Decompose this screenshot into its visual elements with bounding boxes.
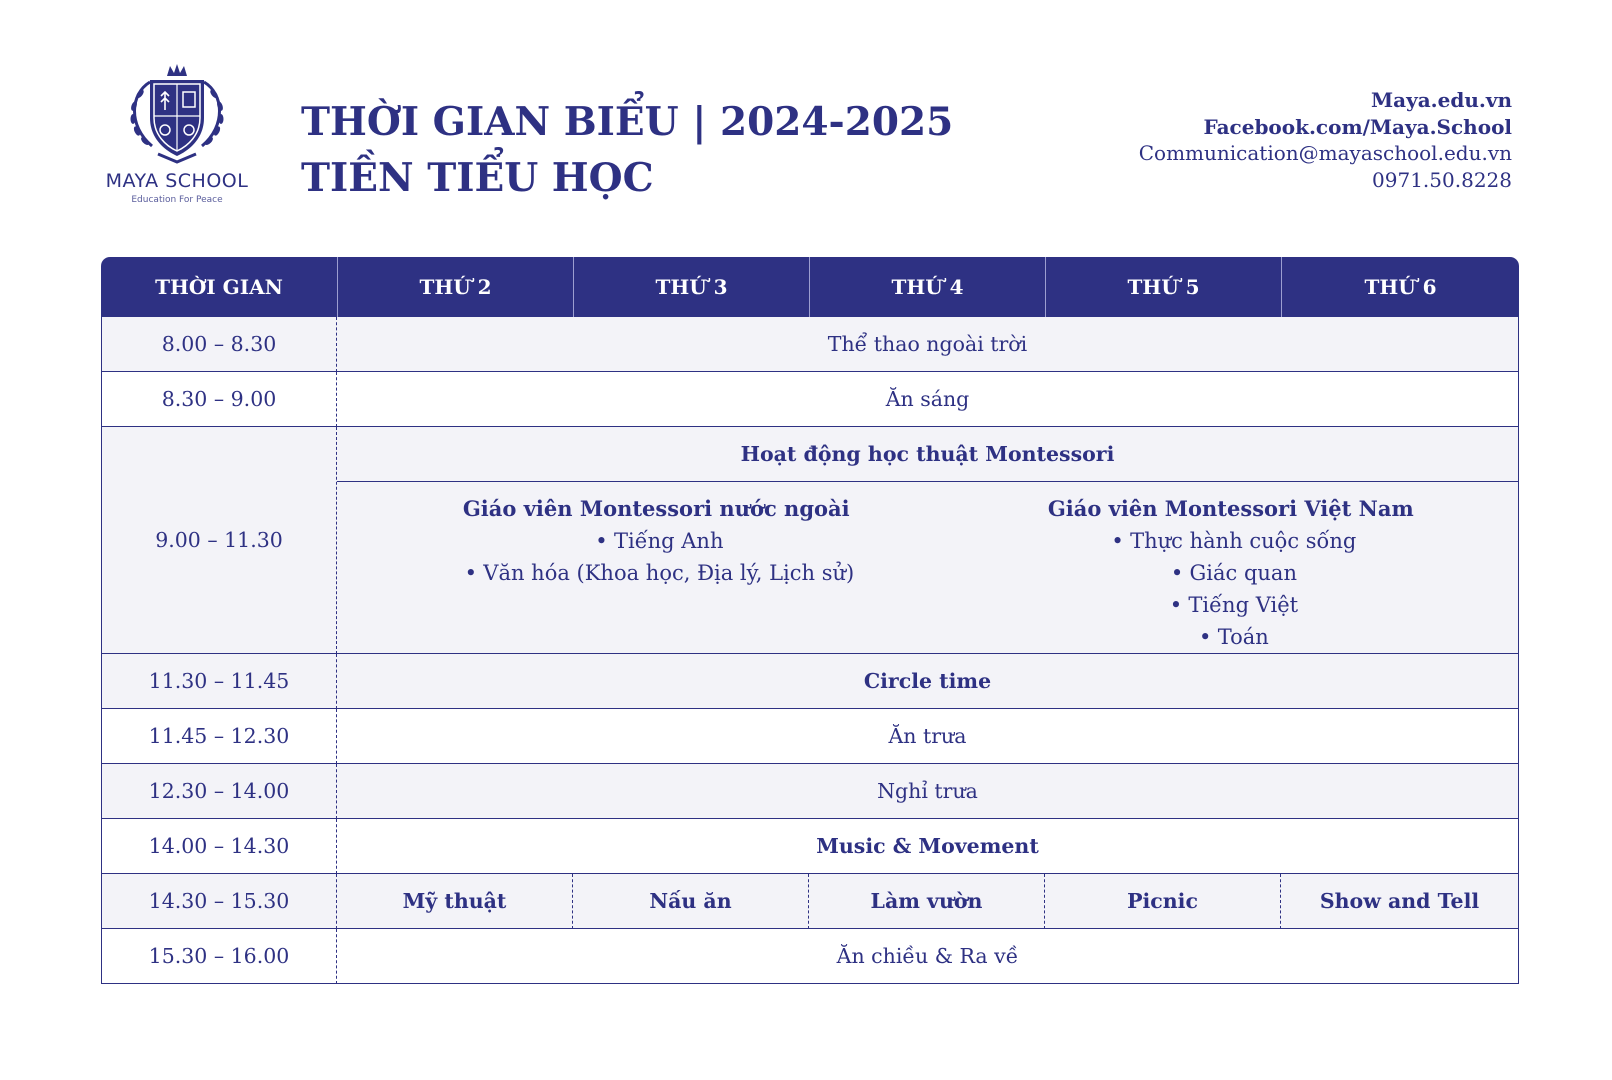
bullet-icon: •	[1170, 561, 1184, 585]
header-friday: THỨ 6	[1281, 257, 1519, 317]
table-row	[101, 709, 1519, 764]
subject-label: Tiếng Việt	[1188, 593, 1299, 617]
activity-cell: Circle time	[337, 654, 1519, 709]
time-cell: 9.00 – 11.30	[101, 427, 337, 654]
list-item	[369, 557, 944, 589]
activity-cell: Ăn sáng	[337, 372, 1519, 427]
header-time: THỜI GIAN	[101, 257, 337, 317]
foreign-teacher-heading: Giáo viên Montessori nước ngoài	[462, 496, 850, 521]
list-item	[369, 525, 944, 557]
monday-activity-cell: Mỹ thuật	[337, 874, 573, 929]
activity-cell: Ăn trưa	[337, 709, 1519, 764]
friday-activity-cell: Show and Tell	[1281, 874, 1519, 929]
table-row	[101, 317, 1519, 372]
subject-label: Giác quan	[1189, 561, 1297, 585]
bullet-icon: •	[1111, 529, 1124, 553]
montessori-teachers-cell	[337, 482, 1519, 654]
header-row	[101, 257, 1519, 317]
subject-label: Văn hóa (Khoa học, Địa lý, Lịch sử)	[483, 561, 855, 585]
crest-icon	[122, 64, 232, 168]
tuesday-activity-cell: Nấu ăn	[573, 874, 809, 929]
bullet-icon: •	[1169, 593, 1183, 617]
vietnam-teacher-heading: Giáo viên Montessori Việt Nam	[1047, 496, 1414, 521]
bullet-icon: •	[595, 529, 608, 553]
table-row	[101, 819, 1519, 874]
activity-cell: Music & Movement	[337, 819, 1519, 874]
table-row	[101, 654, 1519, 709]
activity-cell: Nghỉ trưa	[337, 764, 1519, 819]
vietnam-teacher-column	[944, 493, 1519, 653]
table-row	[101, 764, 1519, 819]
school-logo	[100, 64, 254, 214]
header-wednesday: THỨ 4	[809, 257, 1045, 317]
list-item	[944, 525, 1519, 557]
list-item	[944, 589, 1519, 621]
page-title	[301, 94, 953, 206]
timetable	[101, 257, 1519, 984]
time-cell: 12.30 – 14.00	[101, 764, 337, 819]
header-thursday: THỨ 5	[1045, 257, 1281, 317]
contact-info	[1139, 87, 1512, 193]
website-link[interactable]: Maya.edu.vn	[1370, 88, 1512, 112]
subject-label: Toán	[1217, 625, 1269, 649]
time-cell: 15.30 – 16.00	[101, 929, 337, 984]
subject-label: Thực hành cuộc sống	[1130, 529, 1357, 553]
phone-number: 0971.50.8228	[1372, 167, 1512, 192]
logo-name: MAYA SCHOOL	[105, 170, 249, 192]
activity-cell: Ăn chiều & Ra về	[337, 929, 1519, 984]
thursday-activity-cell: Picnic	[1045, 874, 1281, 929]
header-tuesday: THỨ 3	[573, 257, 809, 317]
activity-cell: Thể thao ngoài trời	[337, 317, 1519, 372]
email-link[interactable]: Communication@mayaschool.edu.vn	[1138, 141, 1512, 165]
table-row	[101, 929, 1519, 984]
time-cell: 14.30 – 15.30	[101, 874, 337, 929]
bullet-icon: •	[1199, 625, 1212, 649]
title-line-2: TIỀN TIỂU HỌC	[301, 155, 654, 201]
title-line-1: THỜI GIAN BIỂU | 2024-2025	[301, 99, 954, 145]
list-item	[944, 557, 1519, 589]
time-cell: 8.00 – 8.30	[101, 317, 337, 372]
header-monday: THỨ 2	[337, 257, 573, 317]
table-row	[101, 874, 1519, 929]
subject-label: Tiếng Anh	[613, 529, 724, 553]
logo-tagline: Education For Peace	[131, 195, 223, 205]
list-item	[944, 621, 1519, 653]
facebook-link[interactable]: Facebook.com/Maya.School	[1203, 114, 1512, 139]
table-row	[101, 372, 1519, 427]
table-row	[101, 427, 1519, 482]
foreign-teacher-column	[369, 493, 944, 653]
time-cell: 11.45 – 12.30	[101, 709, 337, 764]
time-cell: 14.00 – 14.30	[101, 819, 337, 874]
time-cell: 8.30 – 9.00	[101, 372, 337, 427]
bullet-icon: •	[464, 561, 477, 585]
wednesday-activity-cell: Làm vườn	[809, 874, 1045, 929]
time-cell: 11.30 – 11.45	[101, 654, 337, 709]
activity-cell: Hoạt động học thuật Montessori	[337, 427, 1519, 482]
